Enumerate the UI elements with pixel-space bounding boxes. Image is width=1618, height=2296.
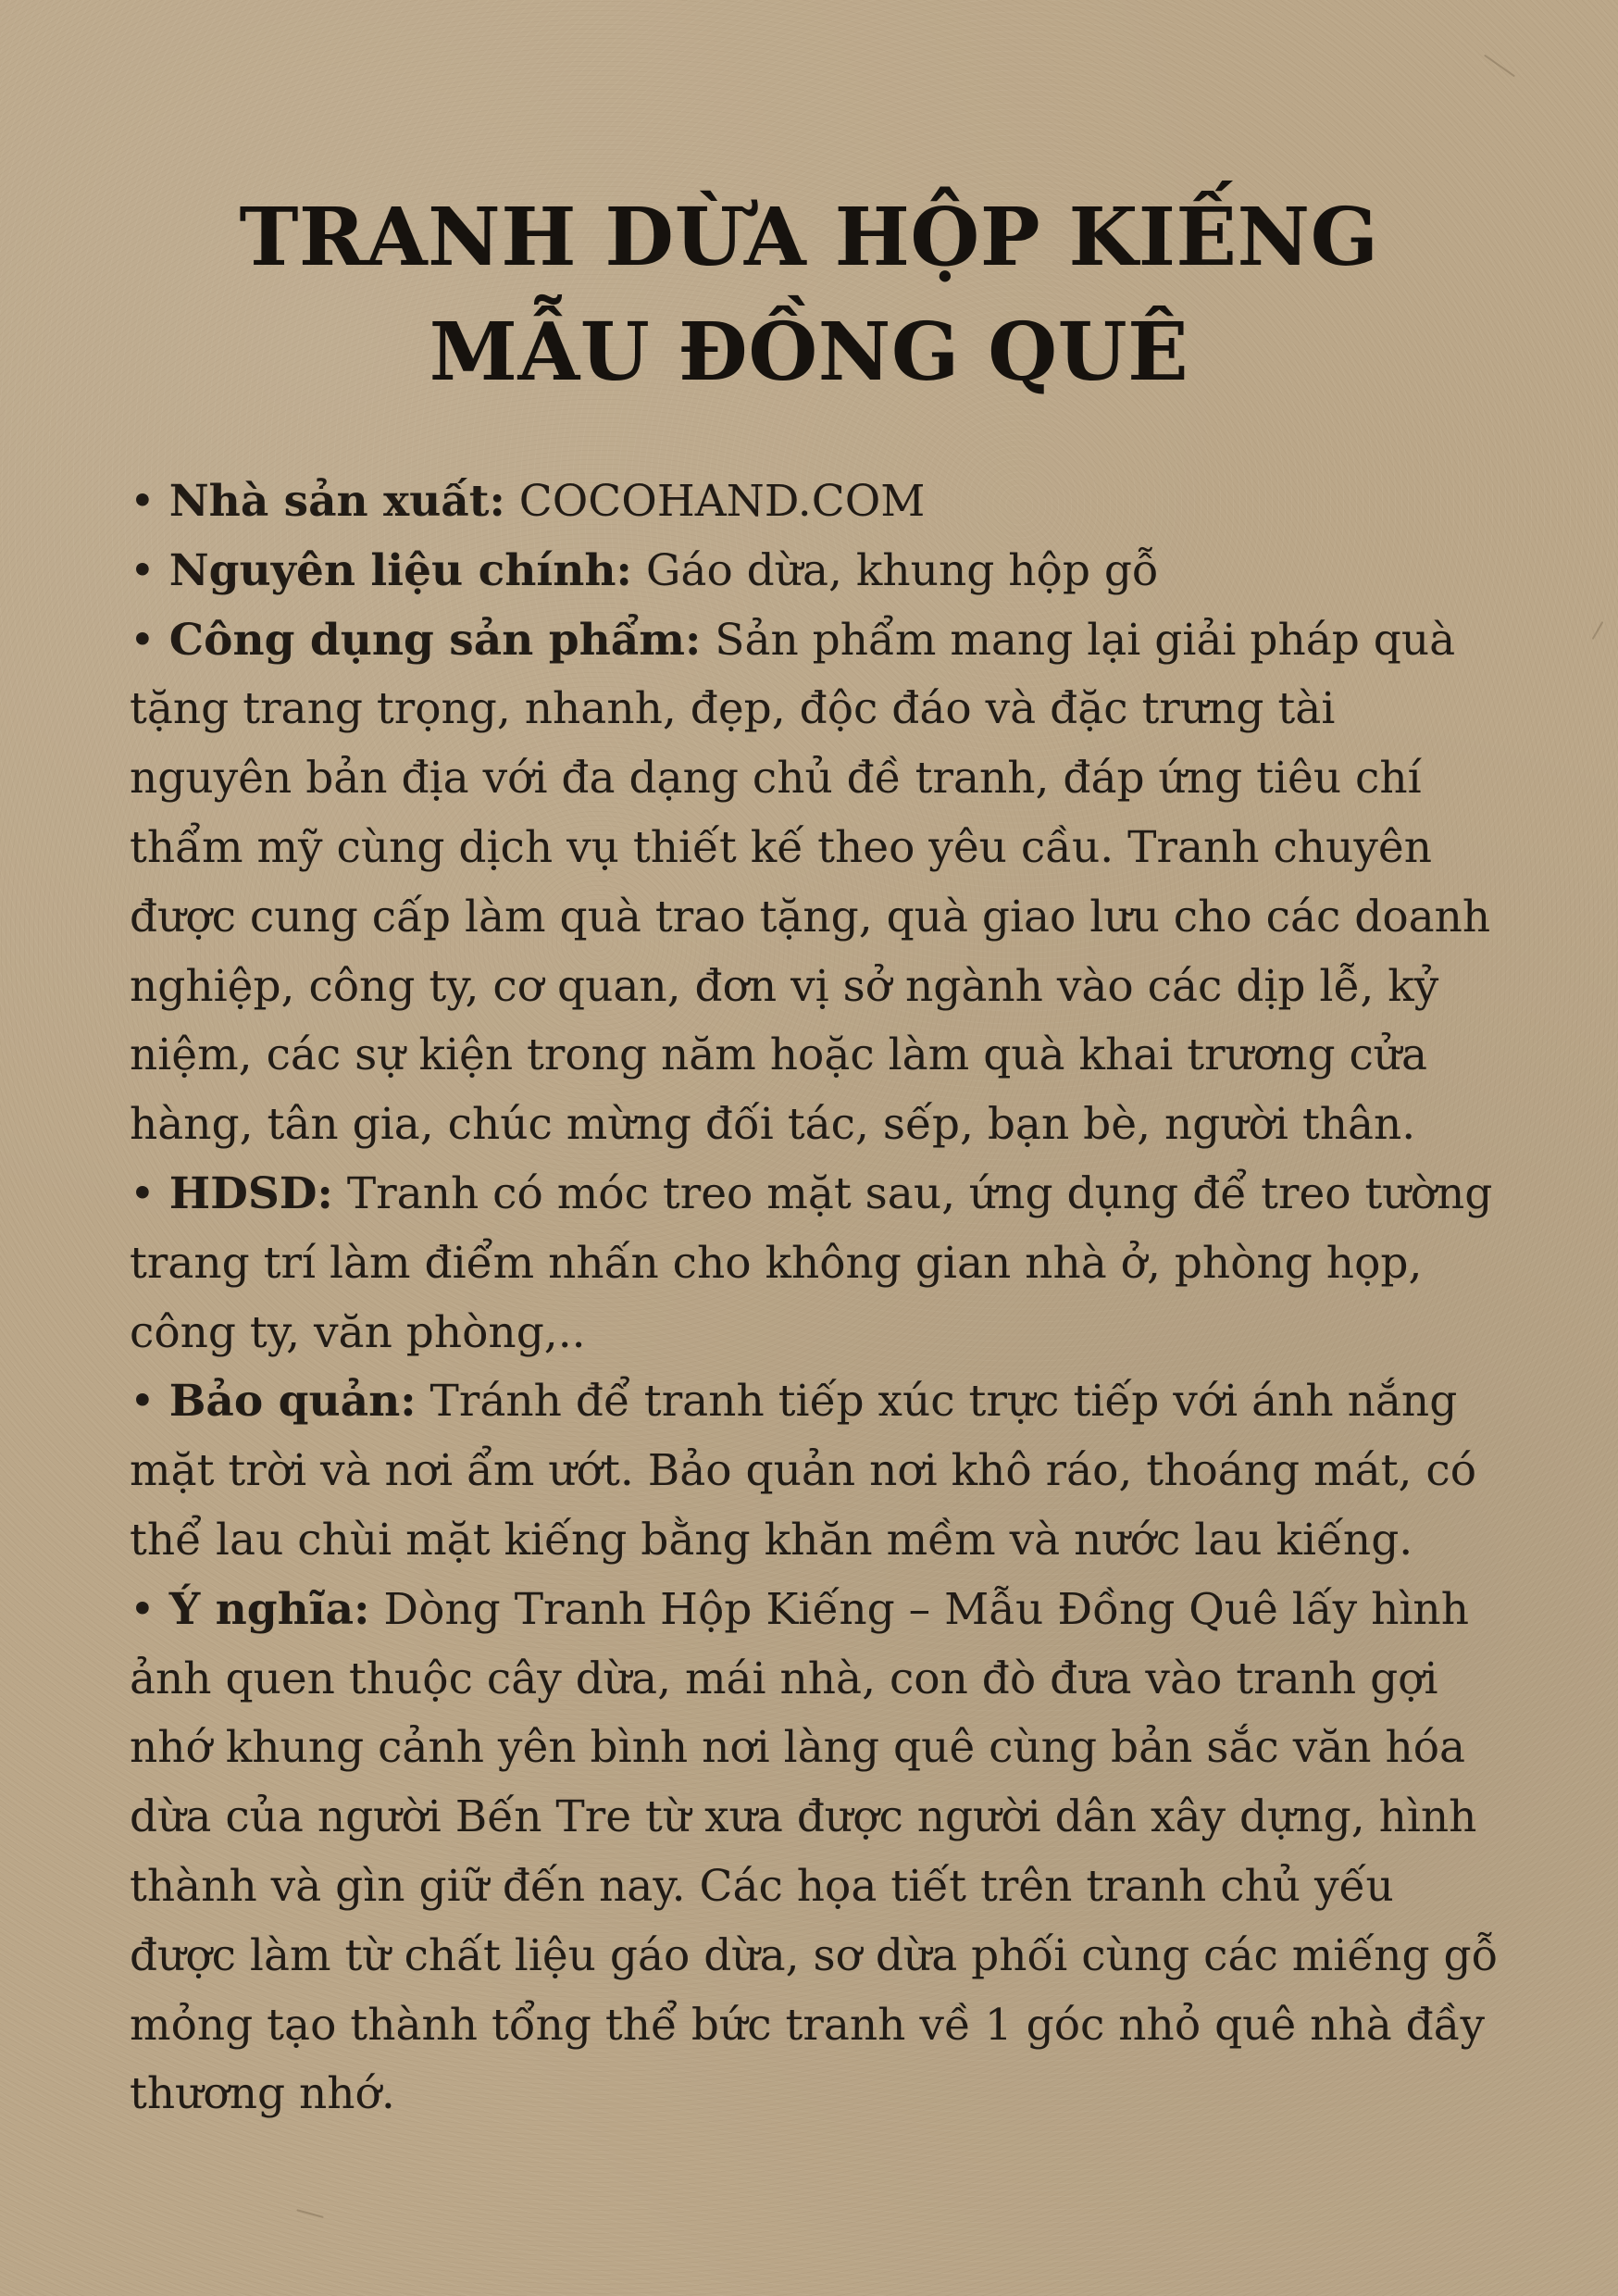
detail-storage (130, 1367, 1500, 1575)
paper-fiber (1484, 55, 1515, 78)
detail-label: Công dụng sản phẩm: (168, 614, 702, 666)
detail-text: Tranh có móc treo mặt sau, ứng dụng để treo tường trang trí làm điểm nhấn cho không gian nhà ở, phòng họp, công ty, văn phòng,.. (130, 1167, 1493, 1358)
detail-label: Ý nghĩa: (168, 1583, 370, 1635)
bullet: • (130, 1376, 156, 1428)
detail-text: Gáo dừa, khung hộp gỗ (645, 544, 1159, 596)
page-title (0, 181, 1618, 410)
detail-material (130, 537, 1500, 606)
detail-label: Nguyên liệu chính: (168, 544, 632, 596)
bullet: • (130, 544, 156, 596)
detail-label: HDSD: (168, 1167, 333, 1219)
detail-meaning (130, 1576, 1500, 2129)
paper-fiber (1592, 621, 1604, 640)
detail-text: Sản phẩm mang lại giải pháp quà tặng trang trọng, nhanh, đẹp, độc đáo và đặc trưng tài nguyên bản địa với đa dạng chủ đề tranh, đáp ứng tiêu chí thẩm mỹ cùng dịch vụ thiết kế theo yêu cầu. Tranh chuyên được cung cấp làm quà trao tặng, quà giao lưu cho các doanh nghiệp, công ty, cơ quan, đơn vị sở ngành vào các dịp lễ, kỷ niệm, các sự kiện trong năm hoặc làm quà khai trương cửa hàng, tân gia, chúc mừng đối tác, sếp, bạn bè, người thân. (130, 614, 1491, 1151)
detail-text: COCOHAND.COM (518, 476, 926, 527)
bullet: • (130, 1167, 156, 1219)
paper-fiber (296, 2209, 323, 2218)
title-line-1: TRANH DỪA HỘP KIẾNG (239, 191, 1379, 284)
detail-usage (130, 606, 1500, 1160)
bullet: • (130, 1583, 156, 1635)
detail-label: Nhà sản xuất: (168, 476, 505, 527)
detail-text: Tránh để tranh tiếp xúc trực tiếp với ánh nắng mặt trời và nơi ẩm ướt. Bảo quản nơi khô ráo, thoáng mát, có thể lau chùi mặt kiếng bằng khăn mềm và nước lau kiếng. (130, 1376, 1477, 1566)
bullet: • (130, 476, 156, 527)
title-line-2: MẪU ĐỒNG QUÊ (429, 306, 1189, 399)
detail-manufacturer (130, 468, 1500, 537)
bullet: • (130, 614, 156, 666)
detail-text: Dòng Tranh Hộp Kiếng – Mẫu Đồng Quê lấy hình ảnh quen thuộc cây dừa, mái nhà, con đò đưa vào tranh gợi nhớ khung cảnh yên bình nơi làng quê cùng bản sắc văn hóa dừa của người Bến Tre từ xưa được người dân xây dựng, hình thành và gìn giữ đến nay. Các họa tiết trên tranh chủ yếu được làm từ chất liệu gáo dừa, sơ dừa phối cùng các miếng gỗ mỏng tạo thành tổng thể bức tranh về 1 góc nhỏ quê nhà đầy thương nhớ. (130, 1583, 1499, 2120)
detail-instructions (130, 1160, 1500, 1367)
product-details (130, 468, 1500, 2129)
detail-label: Bảo quản: (168, 1376, 417, 1428)
